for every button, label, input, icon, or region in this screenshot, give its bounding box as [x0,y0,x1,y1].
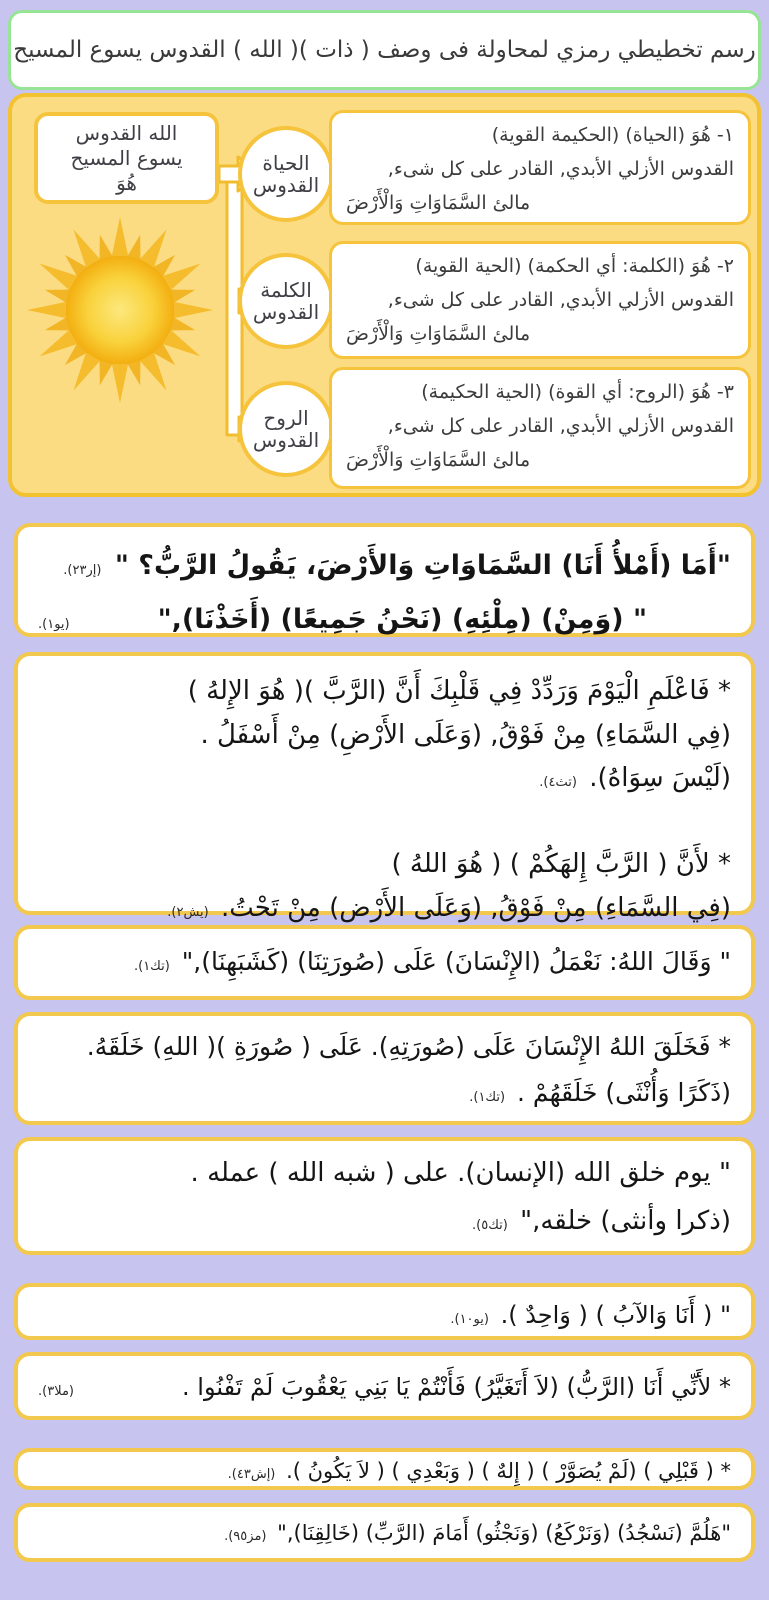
source-line: هُوَ [116,170,137,195]
note-life [329,110,751,225]
verse-text: " (وَمِنْ) (مِلْئِهِ) (نَحْنُ جَمِيعًا) (أَخَذْنَا)," [157,604,648,635]
note-line: ٢- هُوَ (الكلمة: أي الحكمة) (الحية القوية) [415,255,734,277]
verse-text: " وَقَالَ اللهُ: نَعْمَلُ (الإِنْسَانَ) عَلَى (صُورَتِنَا) (كَشَبَهِنَا)," [181,947,731,976]
verse-text: * ( قَبْلِي ) (لَمْ يُصَوَّرْ ) ( إِلهٌ ) ( وَبَعْدِي ) ( لاَ يَكُونُ ). [286,1459,731,1483]
verse-line [38,1297,731,1333]
quote-genesis1-image [14,925,755,1000]
verse-line [38,941,731,982]
verse-ref: (يش٢). [167,904,209,920]
verse-text: "هَلُمَّ (نَسْجُدُ) (وَنَرْكَعُ) (وَنَجْثُو) أَمَامَ (الرَّبِّ) (خَالِقِنَا)," [277,1521,731,1545]
verse-text: * لأَنِّي أَنَا (الرَّبُّ) (لاَ أَتَغَيَّرُ) فَأَنْتُمْ يَا بَنِي يَعْقُوبَ لَمْ تَفْنُوا . [182,1373,731,1401]
note-line: مالئ السَّمَاوَاتِ وَالْأَرْضَ [346,322,531,345]
note-line: القدوس الأزلي الأبدي, القادر على كل شىء, [387,414,734,437]
note-word [329,241,751,359]
circle-label: الروح [263,405,309,430]
verse-line [38,757,731,801]
verse-text: * لأَنَّ ( الرَّبَّ إِلهَكُمْ ) ( هُوَ اللهُ ) [391,849,731,880]
circle-label: الكلمة [260,277,312,302]
circle-label: القدوس [252,300,320,324]
verse-text: (فِي السَّمَاءِ) مِنْ فَوْقُ, (وَعَلَى الأَرْضِ) مِنْ تَحْتُ. [221,892,731,923]
quote-malachi3 [14,1352,755,1420]
verse-text: * فَخَلَقَ اللهُ الإِنْسَانَ عَلَى (صُورَتِهِ). عَلَى ( صُورَةِ )( اللهِ) خَلَقَهُ. [86,1032,731,1061]
verse-line [38,539,731,593]
quote-deuteronomy4-joshua2 [14,652,755,923]
verse-line [38,1457,731,1485]
note-line: ١- هُوَ (الحياة) (الحكيمة القوية) [491,124,734,146]
circle-label: القدوس [252,173,320,197]
verse-ref: (إش٤٣). [227,1467,276,1482]
trinity-diagram-panel [8,93,761,497]
note-line: القدوس الأزلي الأبدي, القادر على كل شىء, [387,157,734,180]
verse-text: " يوم خلق الله (الإنسان). على ( شبه الله ) عمله . [190,1158,731,1188]
verse-line [38,1070,731,1116]
circle-label: القدوس [252,428,320,452]
verse-text: " ( أَنَا وَالآبُ ) ( وَاحِدٌ ). [500,1301,731,1329]
verse-line [38,887,731,931]
verse-text: (لَيْسَ سِوَاهُ). [589,763,731,794]
god-source-box [34,112,219,204]
note-spirit [329,367,751,489]
page-title: رسم تخطيطي رمزي لمحاولة فى وصف ( ذات )( الله ) القدوس يسوع المسيح [13,37,756,63]
verse-text: (ذَكَرًا وَأُنْثَى) خَلَقَهُمْ . [517,1077,731,1107]
verse-ref: (تك١). [469,1089,506,1105]
verse-ref: (تك١). [133,959,170,974]
verse-ref: (يو١). [38,617,70,632]
verse-text: * فَاعْلَمِ الْيَوْمَ وَرَدِّدْ فِي قَلْبِكَ أَنَّ (الرَّبَّ )( هُوَ الإِلهُ ) [187,676,731,706]
circle-word [238,253,334,349]
verse-line [38,1368,731,1406]
verse-ref: (إر٢٣). [63,563,102,578]
circle-spirit [238,381,334,477]
note-line: مالئ السَّمَاوَاتِ وَالْأَرْضَ [346,191,531,214]
verse-ref: (ملا٣). [38,1384,74,1399]
quote-genesis1-created [14,1012,755,1125]
verse-line [38,593,731,647]
quote-genesis5 [14,1137,755,1255]
quote-isaiah43 [14,1448,755,1490]
quote-jeremiah23-john1 [14,523,755,637]
verse-line [38,1517,731,1551]
quote-john10 [14,1283,755,1340]
quote-psalm95 [14,1503,755,1562]
note-line: مالئ السَّمَاوَاتِ وَالْأَرْضَ [346,448,531,471]
verse-text: "أَمَا (أَمْلأُ أَنَا) السَّمَاوَاتِ وَالأَرْضَ، يَقُولُ الرَّبُّ؟ " [114,550,731,581]
source-line: الله القدوس [75,120,178,145]
circle-label: الحياة [262,150,310,175]
circle-life [238,126,334,222]
verse-text: (ذكرا وأنثى) خلقه," [520,1206,731,1237]
note-line: ٣- هُوَ (الروح: أي القوة) (الحية الحكيمة) [421,381,734,403]
verse-line [38,1197,731,1245]
verse-ref: (مز٩٥). [224,1529,267,1544]
verse-ref: (يو١٠). [450,1312,489,1327]
title-box [8,10,761,90]
verse-ref: (تث٤). [539,775,577,791]
verse-text: (فِي السَّمَاءِ) مِنْ فَوْقُ, (وَعَلَى الأَرْضِ) مِنْ أَسْفَلُ . [200,719,731,750]
note-line: القدوس الأزلي الأبدي, القادر على كل شىء, [387,288,734,311]
source-line: يسوع المسيح [70,145,183,170]
verse-ref: (تك٥). [472,1218,508,1234]
